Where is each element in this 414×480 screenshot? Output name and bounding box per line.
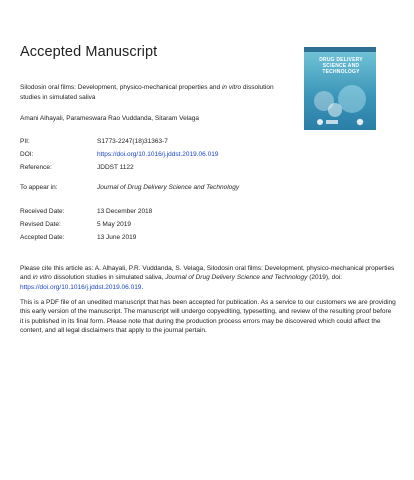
pii-row — [20, 138, 168, 145]
journal-name: Journal of Drug Delivery Science and Technology — [97, 184, 240, 191]
revised-date-value: 5 May 2019 — [97, 221, 131, 228]
citation-text: Please cite this article as: A. Alhayali, P.R. Vuddanda, S. Velaga, Silodosin oral films: Development, physico-mechanical properties and — [20, 265, 395, 282]
title-text-end: dissolution studies in simulated saliva — [20, 84, 274, 101]
accepted-date-row — [20, 234, 136, 241]
appear-in-row — [20, 184, 239, 191]
publisher-logo-icon — [312, 117, 372, 127]
citation-paragraph — [20, 264, 396, 292]
appear-in-label: To appear in: — [20, 184, 58, 191]
citation-text-3: (2019), doi: — [307, 274, 343, 282]
disclaimer-paragraph: This is a PDF file of an unedited manuscript that has been accepted for publication. As a service to our customers we are providing this early version of the manuscript. The manuscript will undergo copyediting, typesetting, and review of the resulting proof before it is published in its final form. Please note that during the production process errors may be discovered which could affect the content, and all legal disclaimers that apply to the journal pertain. — [20, 299, 396, 334]
cover-bubble-graphic — [328, 103, 342, 117]
received-date-value: 13 December 2018 — [97, 208, 153, 215]
accepted-date-value: 13 June 2019 — [97, 234, 137, 241]
doi-link[interactable]: https://doi.org/10.1016/j.jddst.2019.06.019 — [97, 151, 219, 158]
reference-label: Reference: — [20, 164, 52, 171]
doi-row — [20, 151, 218, 158]
citation-italic: in vitro — [32, 274, 52, 282]
citation-end: . — [141, 283, 144, 291]
article-title — [20, 83, 282, 102]
title-italic-text: in vitro — [221, 84, 242, 91]
cover-bubble-graphic — [338, 85, 366, 113]
pii-value: S1773-2247(18)31363-7 — [97, 138, 168, 145]
received-date-label: Received Date: — [20, 208, 65, 215]
pii-label: PII: — [20, 138, 30, 145]
page-heading: Accepted Manuscript — [20, 44, 158, 60]
title-text: Silodosin oral films: Development, physico-mechanical properties and — [20, 84, 222, 91]
reference-row — [20, 164, 134, 171]
doi-label: DOI: — [20, 151, 34, 158]
cover-top-band — [304, 47, 376, 52]
cover-title: DRUG DELIVERY SCIENCE AND TECHNOLOGY — [319, 57, 363, 75]
reference-value: JDDST 1122 — [97, 164, 134, 171]
citation-doi-link[interactable]: https://doi.org/10.1016/j.jddst.2019.06.019 — [20, 283, 142, 291]
revised-date-row — [20, 221, 131, 228]
author-list: Amani Alhayali, Parameswara Rao Vuddanda, Sitaram Velaga — [20, 115, 199, 122]
citation-text-2: dissolution studies in simulated saliva, — [51, 274, 166, 282]
received-date-row — [20, 208, 152, 215]
accepted-date-label: Accepted Date: — [20, 234, 65, 241]
journal-cover-image — [304, 47, 376, 130]
revised-date-label: Revised Date: — [20, 221, 61, 228]
citation-journal: Journal of Drug Delivery Science and Technology — [165, 274, 308, 282]
